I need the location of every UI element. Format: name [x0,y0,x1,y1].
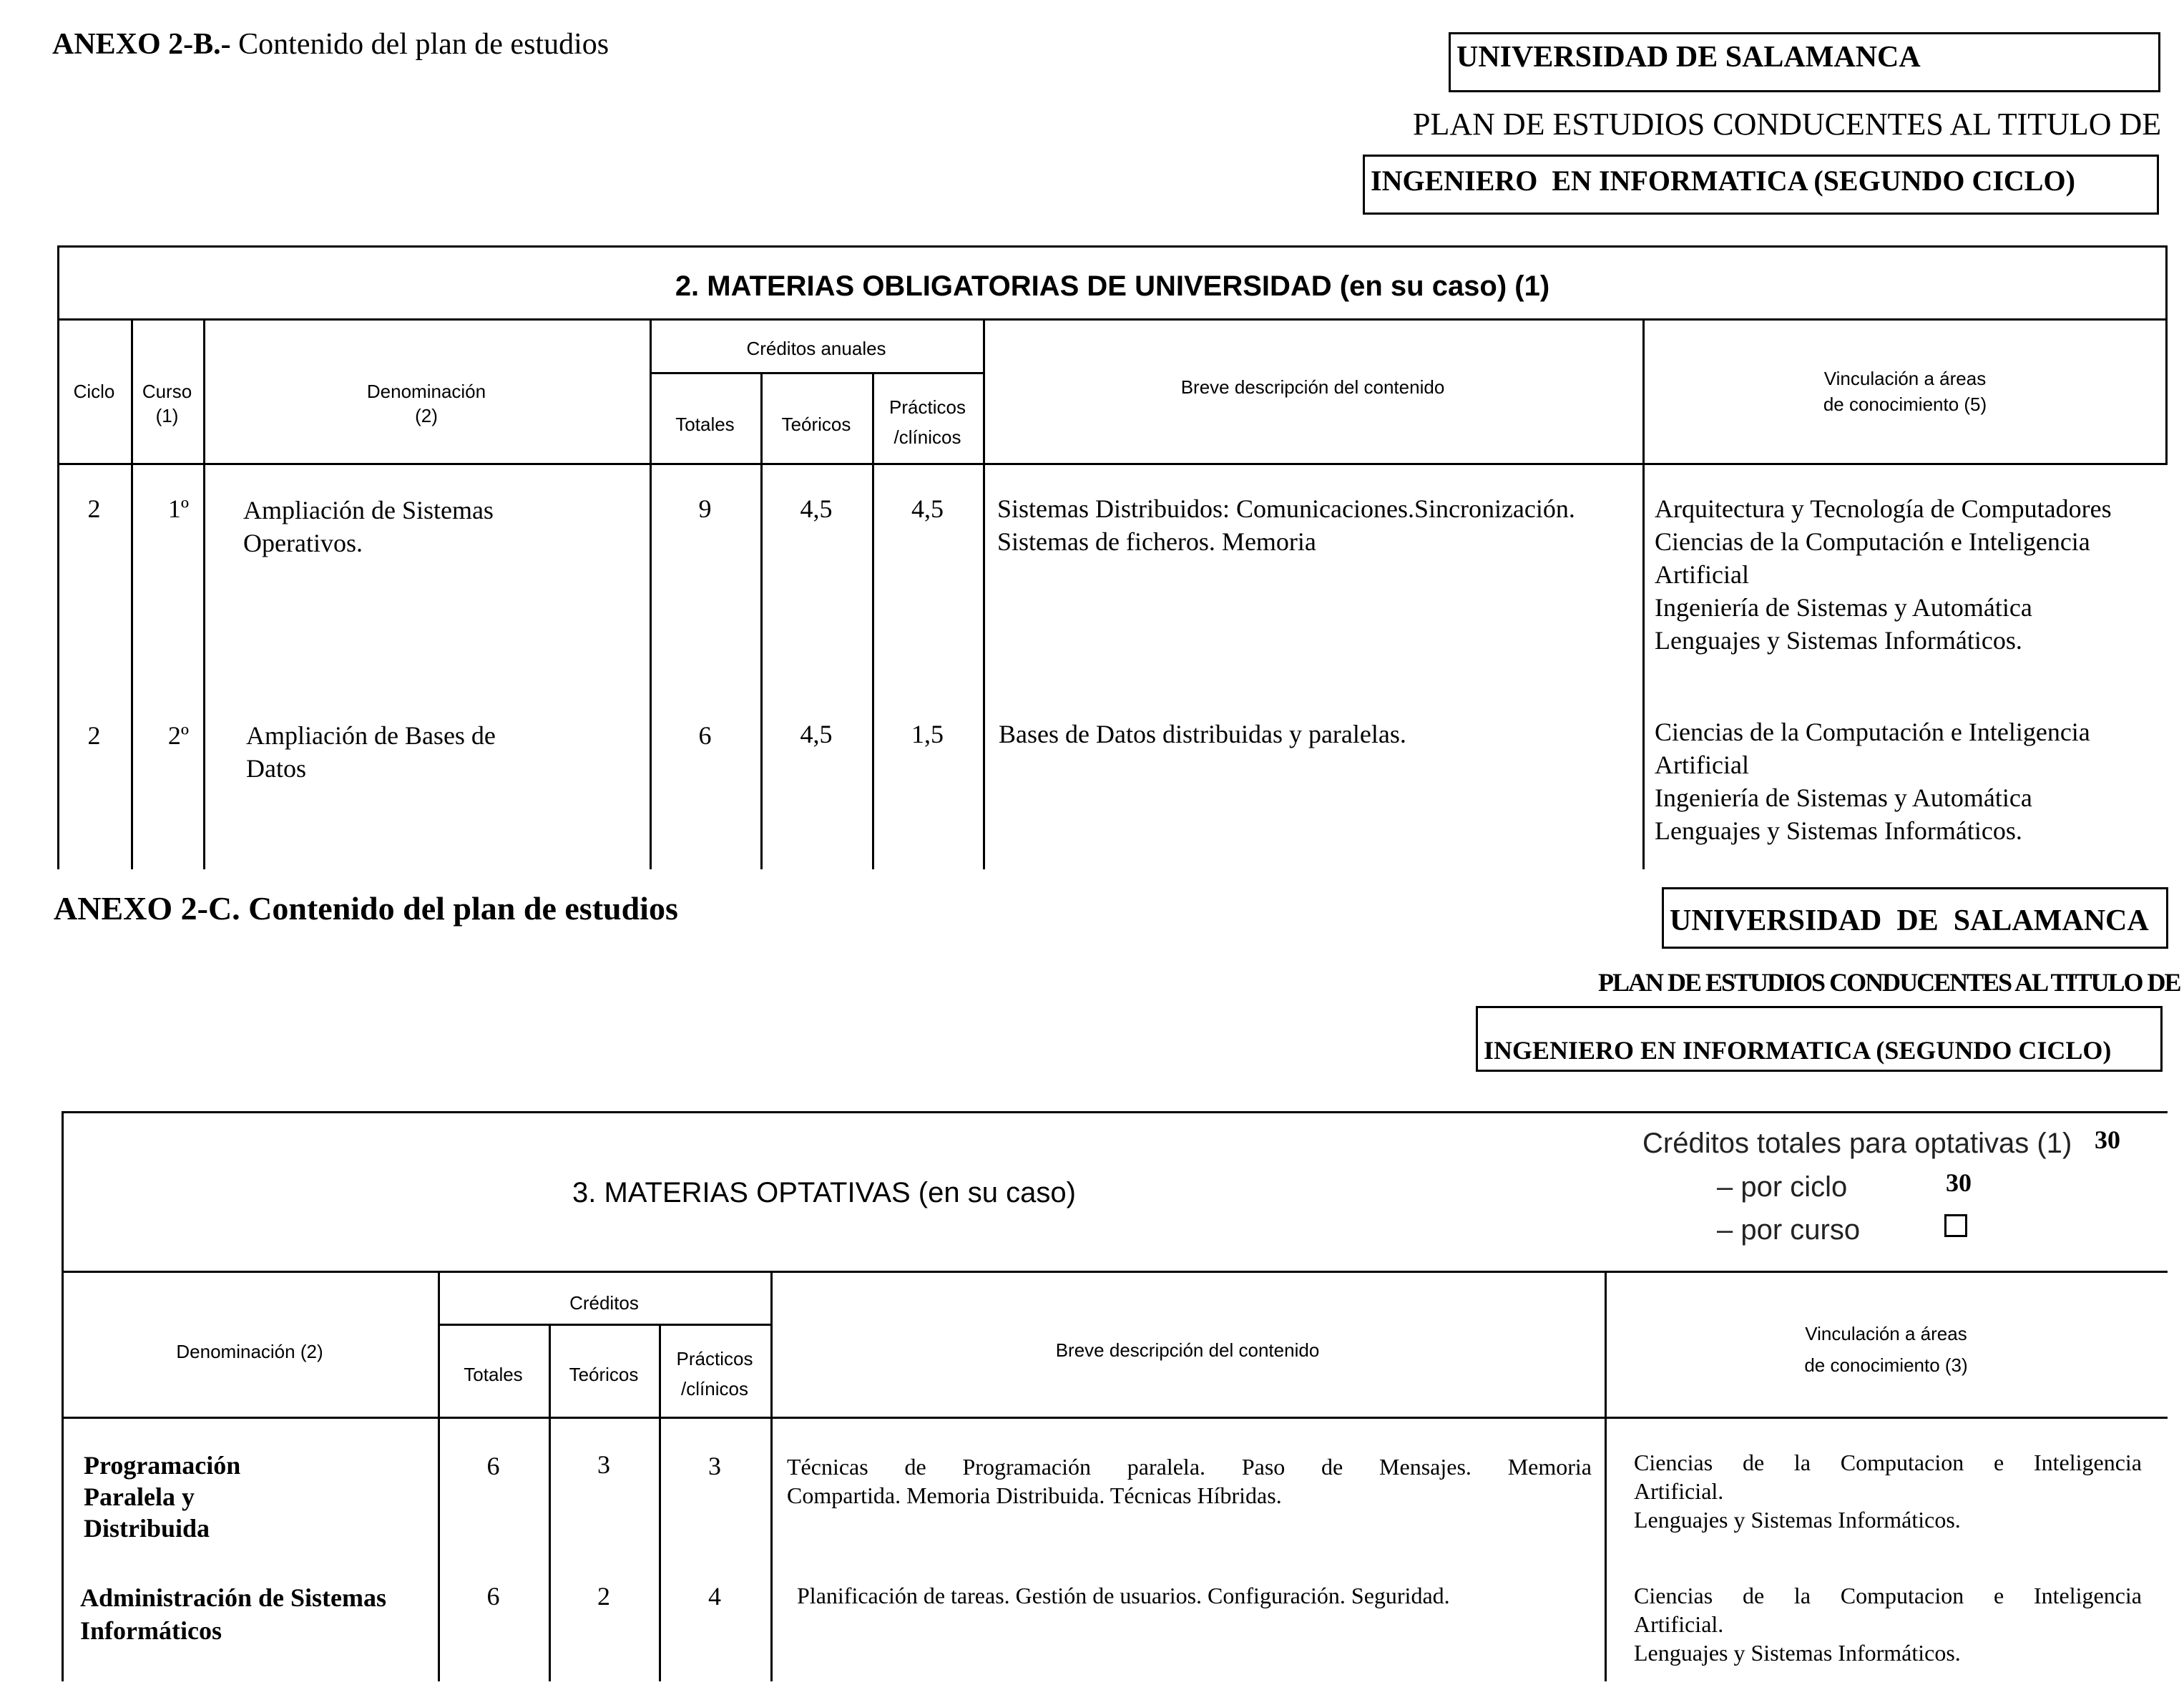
annex-c-degree-box [1476,1006,2163,1072]
annex-c-section-title-main: 3. MATERIAS OPTATIVAS [572,1177,911,1208]
annex-b-section-title-main: 2. MATERIAS OBLIGATORIAS DE UNIVERSIDAD [675,270,1332,302]
header-practicos-b: /clínicos [893,426,961,448]
area-item: Artificial. [1634,1478,1724,1504]
annex-c-university: UNIVERSIDAD DE SALAMANCA [1670,904,2149,937]
header-denominacion-label: Denominación [366,381,486,402]
header-practicos-a: Prácticos [676,1348,753,1369]
por-ciclo-value: 30 [1946,1168,1972,1197]
header-totales: Totales [464,1364,523,1385]
row-denominacion-line: Ampliación de Sistemas [243,496,494,524]
row-practicos: 3 [708,1452,721,1480]
row-teoricos: 3 [597,1450,610,1479]
annex-b-plan-line: PLAN DE ESTUDIOS CONDUCENTES AL TITULO DE [1413,107,2162,142]
row-totales: 6 [486,1452,500,1480]
row-totales: 6 [486,1582,500,1611]
row-denominacion [84,1450,240,1544]
header-teoricos: Teóricos [569,1364,639,1385]
header-teoricos: Teóricos [781,414,851,435]
header-practicos-a: Prácticos [889,396,966,418]
annex-b-title [52,27,609,62]
annex-c-degree: INGENIERO EN INFORMATICA (SEGUNDO CICLO) [1484,1036,2112,1065]
area-item: Lenguajes y Sistemas Informáticos. [1634,1507,1961,1533]
row-curso: 1º [167,494,189,523]
row-descripcion-line: Sistemas de ficheros. Memoria [997,527,1316,556]
header-denominacion [203,376,650,431]
area-item: Ingeniería de Sistemas y Automática [1655,783,2032,812]
row-totales: 6 [698,721,712,750]
row-descripcion [997,492,1575,558]
row-teoricos: 4,5 [800,494,833,523]
header-vinculacion-b: de conocimiento (5) [1823,394,1987,415]
area-item: Artificial [1655,560,1749,589]
por-ciclo-label: – por ciclo [1717,1171,1848,1203]
area-item: Lenguajes y Sistemas Informáticos. [1634,1640,1961,1666]
header-curso-note: (1) [155,405,179,426]
row-areas [1634,1448,2142,1534]
header-descripcion: Breve descripción del contenido [1055,1339,1320,1361]
annex-b-university: UNIVERSIDAD DE SALAMANCA [1456,41,1921,74]
row-descripcion-line: Planificación de tareas. Gestión de usuarios. Configuración. Seguridad. [797,1583,1450,1608]
header-vinculacion-a: Vinculación a áreas [1805,1323,1967,1344]
creditos-totales-value: 30 [2095,1125,2120,1154]
header-practicos [659,1344,770,1404]
header-descripcion: Breve descripción del contenido [1180,376,1445,398]
header-vinculacion [1642,363,2168,419]
row-practicos: 1,5 [911,720,944,748]
row-denominacion-line: Informáticos [80,1616,222,1645]
annex-c-plan-line: PLAN DE ESTUDIOS CONDUCENTES AL TITULO DE [1598,968,2180,997]
row-denominacion [243,494,494,560]
area-item: Artificial. [1634,1611,1724,1637]
area-item: Ciencias de la Computacion e Inteligencia [1634,1583,2142,1608]
row-denominacion-line: Paralela y [84,1482,195,1511]
row-teoricos: 2 [597,1582,610,1611]
area-item: Ciencias de la Computacion e Inteligencia [1634,1450,2142,1475]
header-totales: Totales [675,414,735,435]
area-item: Ciencias de la Computación e Inteligencia [1655,718,2090,746]
area-item: Artificial [1655,751,1749,779]
row-denominacion-line: Operativos. [243,529,363,557]
row-areas [1655,492,2112,657]
header-curso-label: Curso [142,381,192,402]
row-denominacion-line: Datos [246,754,306,783]
area-item: Lenguajes y Sistemas Informáticos. [1655,626,2022,655]
por-curso-checkbox[interactable] [1944,1214,1967,1237]
row-denominacion [246,719,496,785]
row-descripcion-line: Sistemas Distribuidos: Comunicaciones.Sincronización. [997,494,1575,523]
area-item: Arquitectura y Tecnología de Computadores [1655,494,2112,523]
annex-c-section-title [572,1177,1076,1209]
por-curso-label: – por curso [1717,1214,1861,1246]
area-item: Lenguajes y Sistemas Informáticos. [1655,816,2022,845]
row-denominacion-line: Administración de Sistemas [80,1583,387,1612]
area-item: Ingeniería de Sistemas y Automática [1655,593,2032,622]
row-denominacion-line: Programación [84,1451,241,1480]
header-curso [131,376,203,431]
annex-b-degree: INGENIERO EN INFORMATICA (SEGUNDO CICLO) [1371,165,2075,197]
creditos-totales-label: Créditos totales para optativas (1) [1642,1128,2072,1159]
header-creditos-anuales: Créditos anuales [746,338,886,359]
header-denominacion: Denominación (2) [176,1341,323,1362]
row-totales: 9 [698,494,712,523]
header-practicos-b: /clínicos [681,1378,748,1399]
annex-b-title-bold: ANEXO 2-B.- [52,28,231,61]
row-denominacion-line: Distribuida [84,1514,210,1543]
row-denominacion-line: Ampliación de Bases de [246,721,496,750]
row-ciclo: 2 [87,721,101,750]
row-teoricos: 4,5 [800,720,833,748]
row-curso: 2º [167,721,189,750]
row-descripcion [787,1452,1592,1510]
annex-c-university-box [1662,887,2168,949]
header-denominacion-note: (2) [415,405,438,426]
row-areas [1655,715,2090,847]
area-item: Ciencias de la Computación e Inteligencia [1655,527,2090,556]
annex-b-degree-box [1363,155,2159,215]
row-descripcion-line: Compartida. Memoria Distribuida. Técnicas Híbridas. [787,1482,1282,1508]
annex-b-title-rest: Contenido del plan de estudios [230,28,609,61]
row-descripcion-line: Bases de Datos distribuidas y paralelas. [999,720,1406,748]
annex-b-section-title [57,270,2168,303]
row-descripcion-line: Técnicas de Programación paralela. Paso de Mensajes. Memoria [787,1454,1592,1480]
header-creditos: Créditos [569,1292,639,1314]
annex-b-section-title-note: (en su caso) (1) [1331,270,1550,302]
row-descripcion [999,718,1406,751]
row-ciclo: 2 [87,494,101,523]
annex-b-university-box [1449,32,2160,92]
row-practicos: 4,5 [911,494,944,523]
header-vinculacion-b: de conocimiento (3) [1804,1354,1968,1376]
row-areas [1634,1581,2142,1667]
header-ciclo: Ciclo [73,381,115,402]
annex-c-title: ANEXO 2-C. Contenido del plan de estudios [54,890,678,927]
header-practicos [872,392,983,452]
header-vinculacion-a: Vinculación a áreas [1823,368,1987,389]
row-practicos: 4 [708,1582,721,1611]
row-denominacion [80,1581,386,1647]
row-descripcion [797,1581,1450,1610]
annex-c-section-title-note: (en su caso) [910,1177,1076,1208]
header-vinculacion [1605,1319,2168,1380]
